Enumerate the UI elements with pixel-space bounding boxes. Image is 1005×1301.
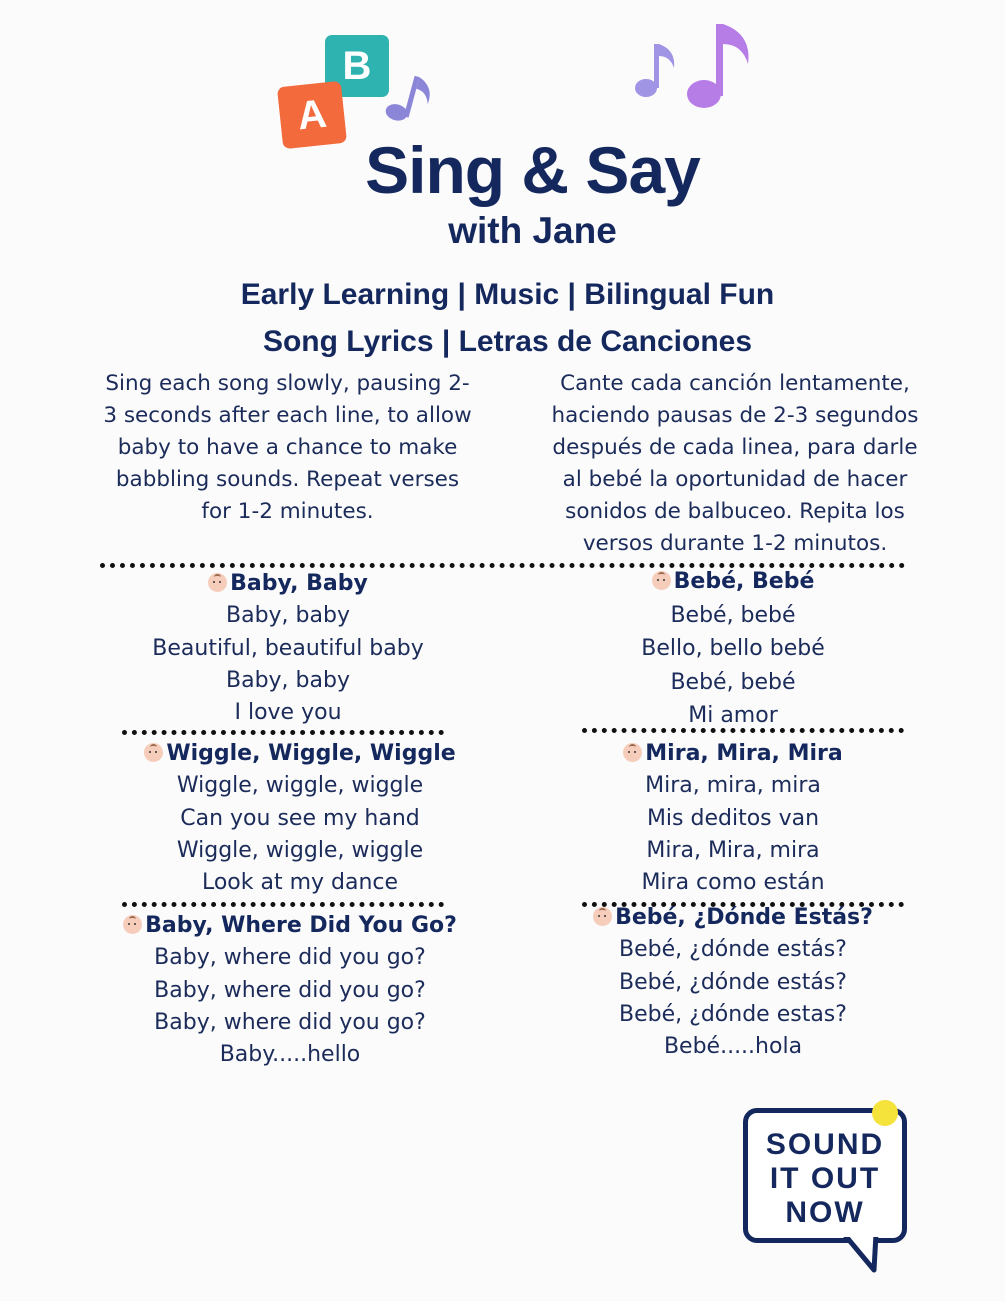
lyric-line: Mira, Mira, mira xyxy=(646,837,820,863)
lyric-line: Baby, baby xyxy=(226,603,350,629)
lyric-line: I love you xyxy=(234,700,342,726)
block-a-letter: A xyxy=(295,91,329,139)
song-title: Baby, Where Did You Go? xyxy=(145,913,457,938)
song-title: Mira, Mira, Mira xyxy=(645,741,843,766)
lyric-line: Bebé.....hola xyxy=(663,1034,803,1060)
lyric-line: Bebé, ¿dónde estás? xyxy=(619,937,847,963)
song-where-did-you-go xyxy=(112,910,468,1071)
lyric-line: Bebé, bebé xyxy=(670,602,796,628)
song-donde-estas xyxy=(555,902,911,1063)
lyric-line: Look at my dance xyxy=(201,870,399,896)
song-wiggle xyxy=(122,738,478,899)
song-title: Bebé, Bebé xyxy=(673,569,815,594)
lyric-line: Wiggle, wiggle, wiggle xyxy=(176,773,424,799)
baby-face-icon xyxy=(593,907,612,926)
divider xyxy=(122,902,444,907)
lyric-line: Baby, baby xyxy=(226,667,350,693)
lyric-line: Bello, bello bebé xyxy=(641,636,825,661)
music-note-icon xyxy=(382,66,442,136)
lyric-line: Mira, mira, mira xyxy=(645,773,821,799)
song-title: Baby, Baby xyxy=(230,571,368,596)
baby-face-icon xyxy=(623,743,642,762)
tagline: Early Learning | Music | Bilingual Fun xyxy=(240,278,775,311)
light-dot-icon xyxy=(872,1100,898,1126)
lyric-line: Wiggle, wiggle, wiggle xyxy=(176,837,424,863)
logo-line-1: SOUND xyxy=(765,1128,885,1161)
page-title: Sing & Say xyxy=(365,133,700,207)
lyric-line: Baby, where did you go? xyxy=(154,945,426,971)
logo-text xyxy=(755,1128,895,1230)
song-title: Wiggle, Wiggle, Wiggle xyxy=(166,741,456,766)
instructions-spanish: Cante cada canción lentamente, haciendo pausas de 2-3 segundos después de cada linea, para darle al bebé la oportunidad de hacer sonidos de balbuceo. Repita los versos durante 1-2 minutos. xyxy=(551,371,919,556)
lyric-line: Baby.....hello xyxy=(219,1042,361,1068)
song-bebe-bebe xyxy=(555,565,911,733)
lyric-line: Baby, where did you go? xyxy=(154,977,426,1003)
lyric-line: Mis deditos van xyxy=(646,805,820,831)
lyrics-heading: Song Lyrics | Letras de Canciones xyxy=(262,325,753,358)
lyric-line: Can you see my hand xyxy=(180,805,420,831)
lyric-line: Baby, where did you go? xyxy=(154,1009,426,1035)
lyric-line: Mira como están xyxy=(641,870,825,896)
lyric-line: Bebé, ¿dónde estás? xyxy=(619,969,847,995)
baby-face-icon xyxy=(144,743,163,762)
song-baby-baby xyxy=(110,568,466,729)
song-mira-mira xyxy=(555,738,911,899)
divider xyxy=(122,730,444,735)
lyric-line: Mi amor xyxy=(688,703,778,728)
instructions-english: Sing each song slowly, pausing 2-3 seconds after each line, to allow baby to have a chance to make babbling sounds. Repeat verses for 1-2 minutes. xyxy=(103,371,472,524)
baby-face-icon xyxy=(652,571,671,590)
speech-bubble-tail-icon xyxy=(840,1232,890,1274)
song-title: Bebé, ¿Dónde Estás? xyxy=(615,905,873,930)
music-note-icon xyxy=(630,38,685,103)
music-note-icon xyxy=(680,18,755,118)
lyric-line: Beautiful, beautiful baby xyxy=(152,635,424,661)
block-b-letter: B xyxy=(342,44,372,88)
lyric-line: Bebé, bebé xyxy=(670,669,796,695)
baby-face-icon xyxy=(123,915,142,934)
baby-face-icon xyxy=(208,573,227,592)
lyric-line: Bebé, ¿dónde estas? xyxy=(619,1001,847,1027)
logo-line-3: NOW xyxy=(785,1196,865,1229)
logo-line-2: IT OUT xyxy=(769,1162,881,1195)
page-subtitle: with Jane xyxy=(448,210,617,251)
